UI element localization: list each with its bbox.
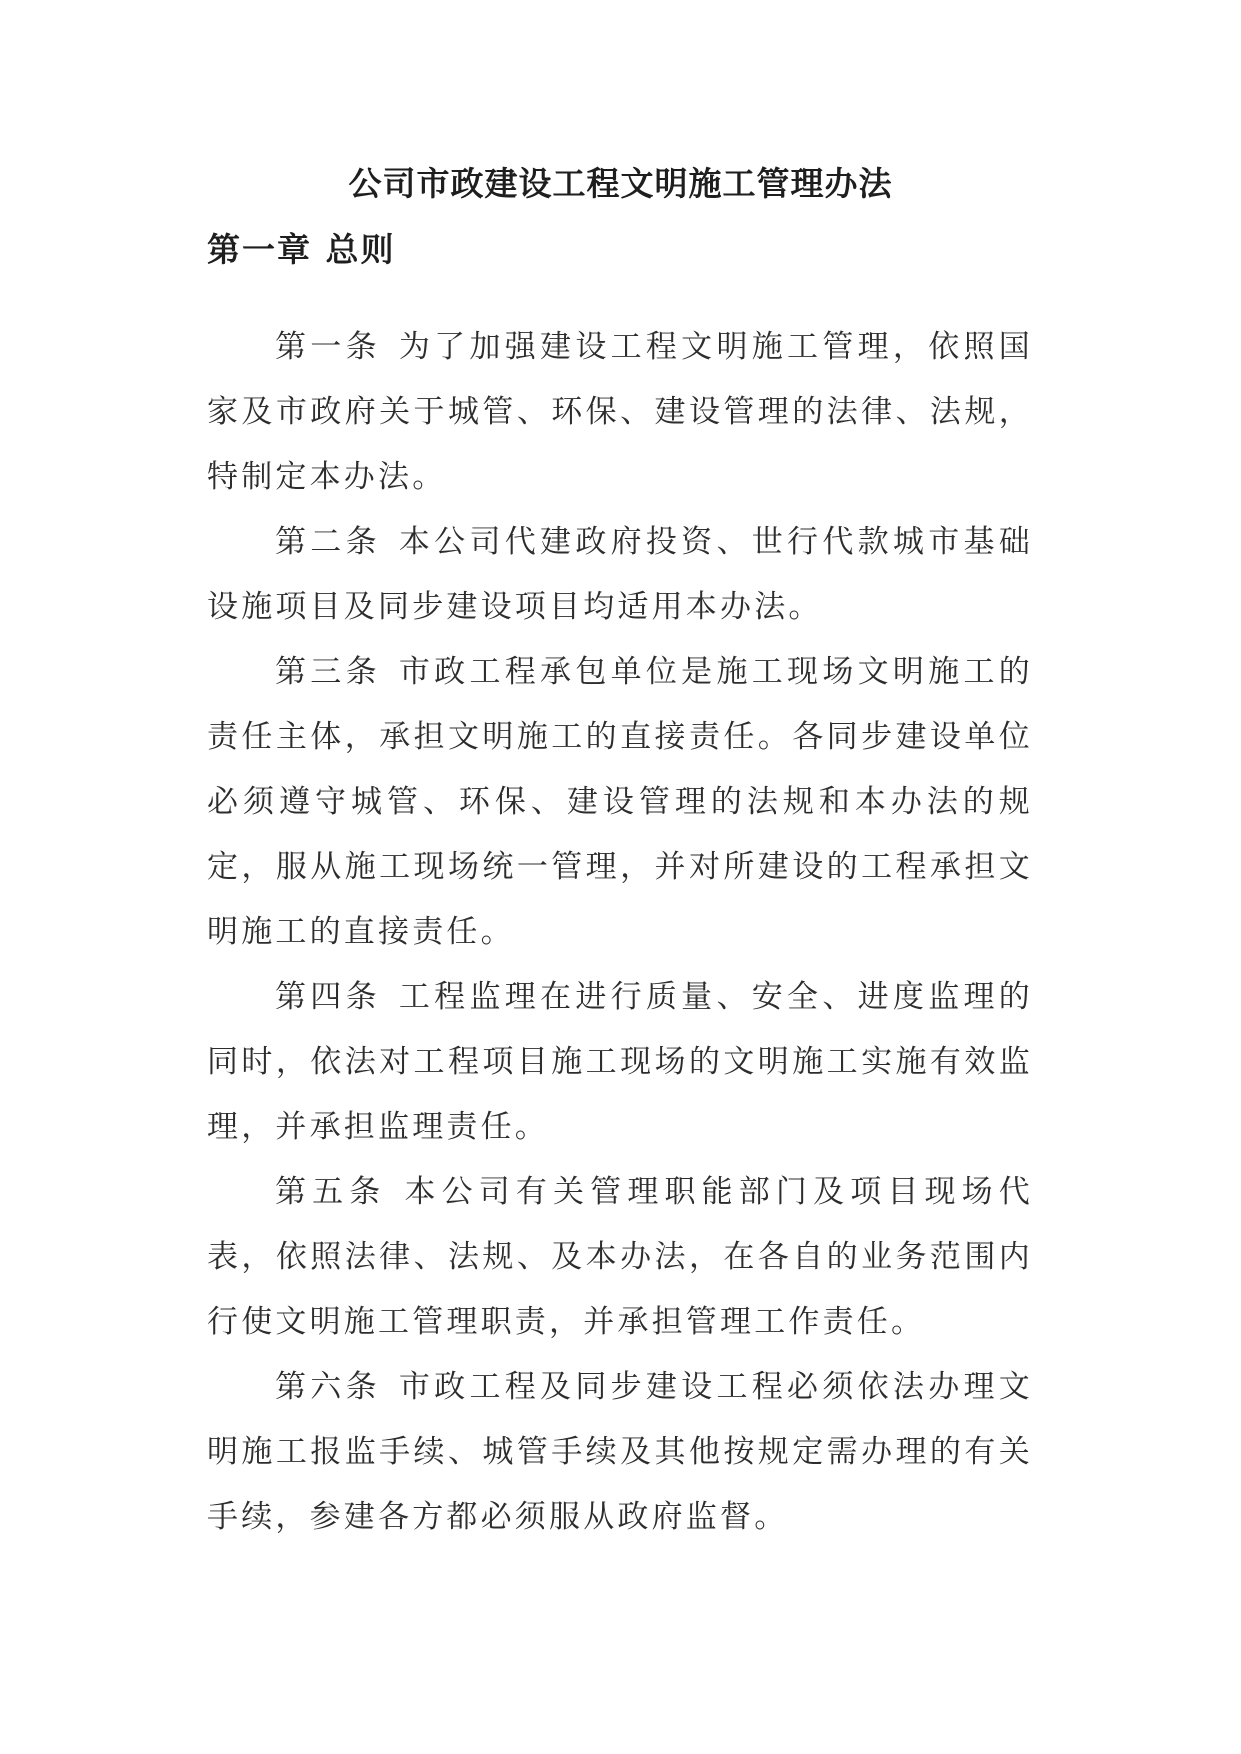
article-4: [207, 965, 1033, 1160]
article-number: 第六条: [275, 1369, 381, 1405]
article-text: 为了加强建设工程文明施工管理，依照国家及市政府关于城管、环保、建设管理的法律、法规，特制定本办法。: [207, 329, 1033, 495]
article-5: [207, 1160, 1033, 1355]
article-1: [207, 315, 1033, 510]
article-text: 本公司代建政府投资、世行代款城市基础设施项目及同步建设项目均适用本办法。: [207, 524, 1033, 625]
article-text: 市政工程及同步建设工程必须依法办理文明施工报监手续、城管手续及其他按规定需办理的有关手续，参建各方都必须服从政府监督。: [207, 1369, 1033, 1535]
article-number: 第一条: [275, 329, 381, 365]
article-6: [207, 1355, 1033, 1550]
document-title: 公司市政建设工程文明施工管理办法: [348, 164, 893, 203]
article-text: 本公司有关管理职能部门及项目现场代表，依照法律、法规、及本办法，在各自的业务范围内行使文明施工管理职责，并承担管理工作责任。: [207, 1174, 1033, 1340]
article-number: 第五条: [275, 1174, 387, 1210]
document-body: [207, 315, 1033, 1550]
article-text: 市政工程承包单位是施工现场文明施工的责任主体，承担文明施工的直接责任。各同步建设单位必须遵守城管、环保、建设管理的法规和本办法的规定，服从施工现场统一管理，并对所建设的工程承担文明施工的直接责任。: [207, 654, 1033, 950]
article-number: 第四条: [275, 979, 381, 1015]
article-text: 工程监理在进行质量、安全、进度监理的同时，依法对工程项目施工现场的文明施工实施有效监理，并承担监理责任。: [207, 979, 1033, 1145]
article-2: [207, 510, 1033, 640]
chapter-heading: 第一章 总则: [207, 230, 396, 269]
article-3: [207, 640, 1033, 965]
article-number: 第二条: [275, 524, 381, 560]
article-number: 第三条: [275, 654, 381, 690]
